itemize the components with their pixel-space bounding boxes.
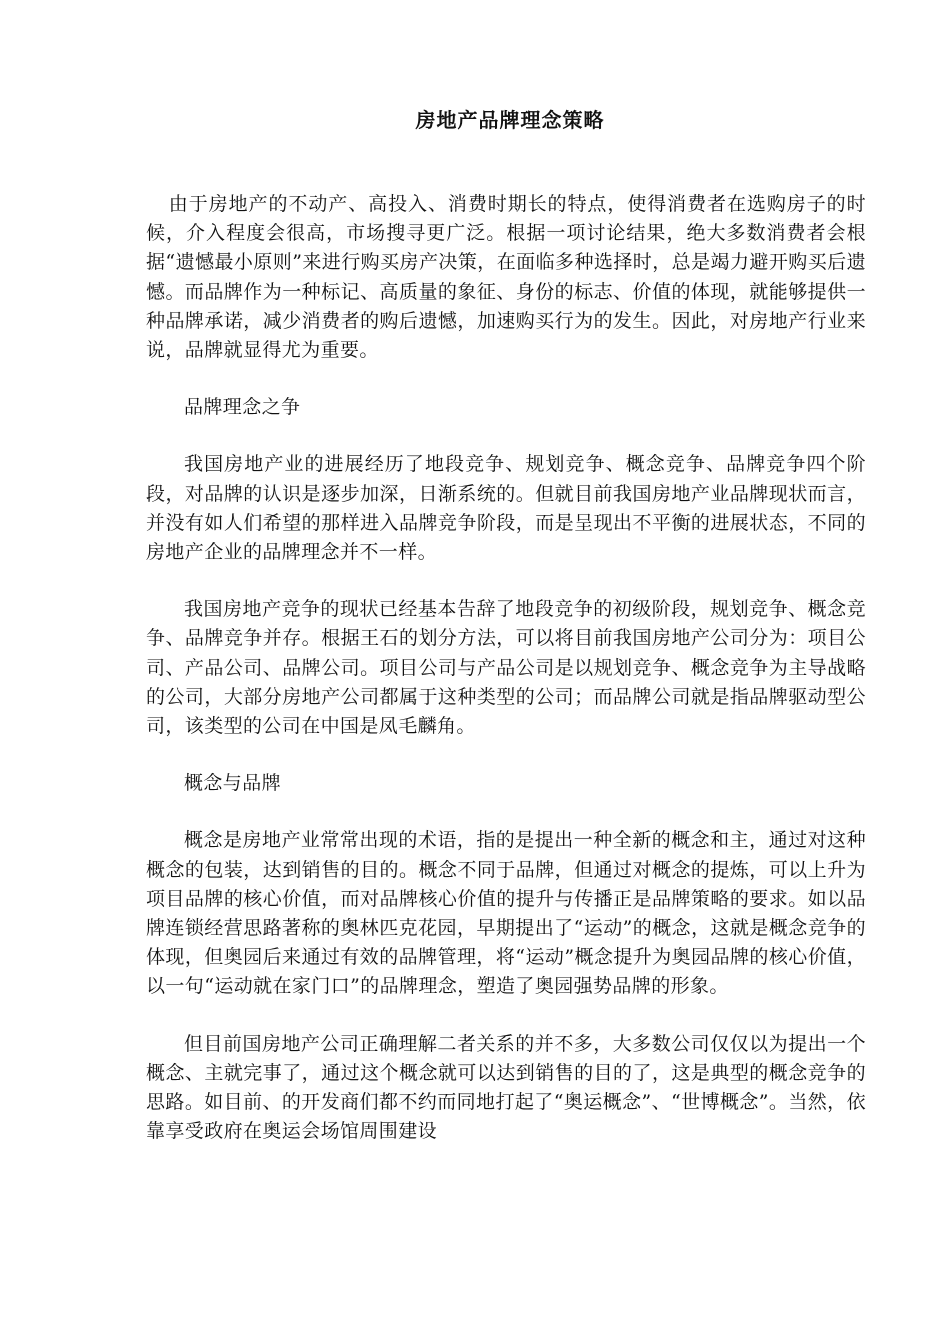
paragraph-concept-definition: 概念是房地产业常常出现的术语，指的是提出一种全新的概念和主，通过对这种概念的包装，达到销售的目的。概念不同于品牌，但通过对概念的提炼，可以上升为项目品牌的核心价值，而对品牌核心价值的提升与传播正是品牌策略的要求。如以品牌连锁经营思路著称的奥林匹克花园，早期提出了“运动”的概念，这就是概念竞争的体现，但奥园后来通过有效的品牌管理，将“运动”概念提升为奥园品牌的核心价值，以一句“运动就在家门口”的品牌理念，塑造了奥园强势品牌的形象。 <box>146 829 866 998</box>
section-heading-brand-concept-competition: 品牌理念之争 <box>184 396 301 419</box>
paragraph-competition-status: 我国房地产竞争的现状已经基本告辞了地段竞争的初级阶段，规划竞争、概念竞争、品牌竞争并存。根据王石的划分方法，可以将目前我国房地产公司分为：项目公司、产品公司、品牌公司。项目公司与产品公司是以规划竞争、概念竞争为主导战略的公司，大部分房地产公司都属于这种类型的公司；而品牌公司就是指品牌驱动型公司，该类型的公司在中国是凤毛麟角。 <box>146 598 866 738</box>
document-title: 房地产品牌理念策略 <box>415 108 605 132</box>
paragraph-current-situation: 但目前国房地产公司正确理解二者关系的并不多，大多数公司仅仅以为提出一个概念、主就完事了，通过这个概念就可以达到销售的目的了，这是典型的概念竞争的思路。如目前、的开发商们都不约而同地打起了“奥运概念”、“世博概念”。当然，依靠享受政府在奥运会场馆周围建设 <box>146 1032 866 1143</box>
paragraph-development-stages: 我国房地产业的进展经历了地段竞争、规划竞争、概念竞争、品牌竞争四个阶段，对品牌的认识是逐步加深，日渐系统的。但就目前我国房地产业品牌现状而言，并没有如人们希望的那样进入品牌竞争阶段，而是呈现出不平衡的进展状态，不同的房地产企业的品牌理念并不一样。 <box>146 453 866 564</box>
document-body <box>146 190 866 1174</box>
section-heading-concept-and-brand: 概念与品牌 <box>184 772 282 795</box>
paragraph-intro: 由于房地产的不动产、高投入、消费时期长的特点，使得消费者在选购房子的时候，介入程度会很高，市场搜寻更广泛。根据一项讨论结果，绝大多数消费者会根据“遗憾最小原则”来进行购买房产决策，在面临多种选择时，总是竭力避开购买后遗憾。而品牌作为一种标记、高质量的象征、身份的标志、价值的体现，就能够提供一种品牌承诺，减少消费者的购后遗憾，加速购买行为的发生。因此，对房地产行业来说，品牌就显得尤为重要。 <box>146 193 866 362</box>
